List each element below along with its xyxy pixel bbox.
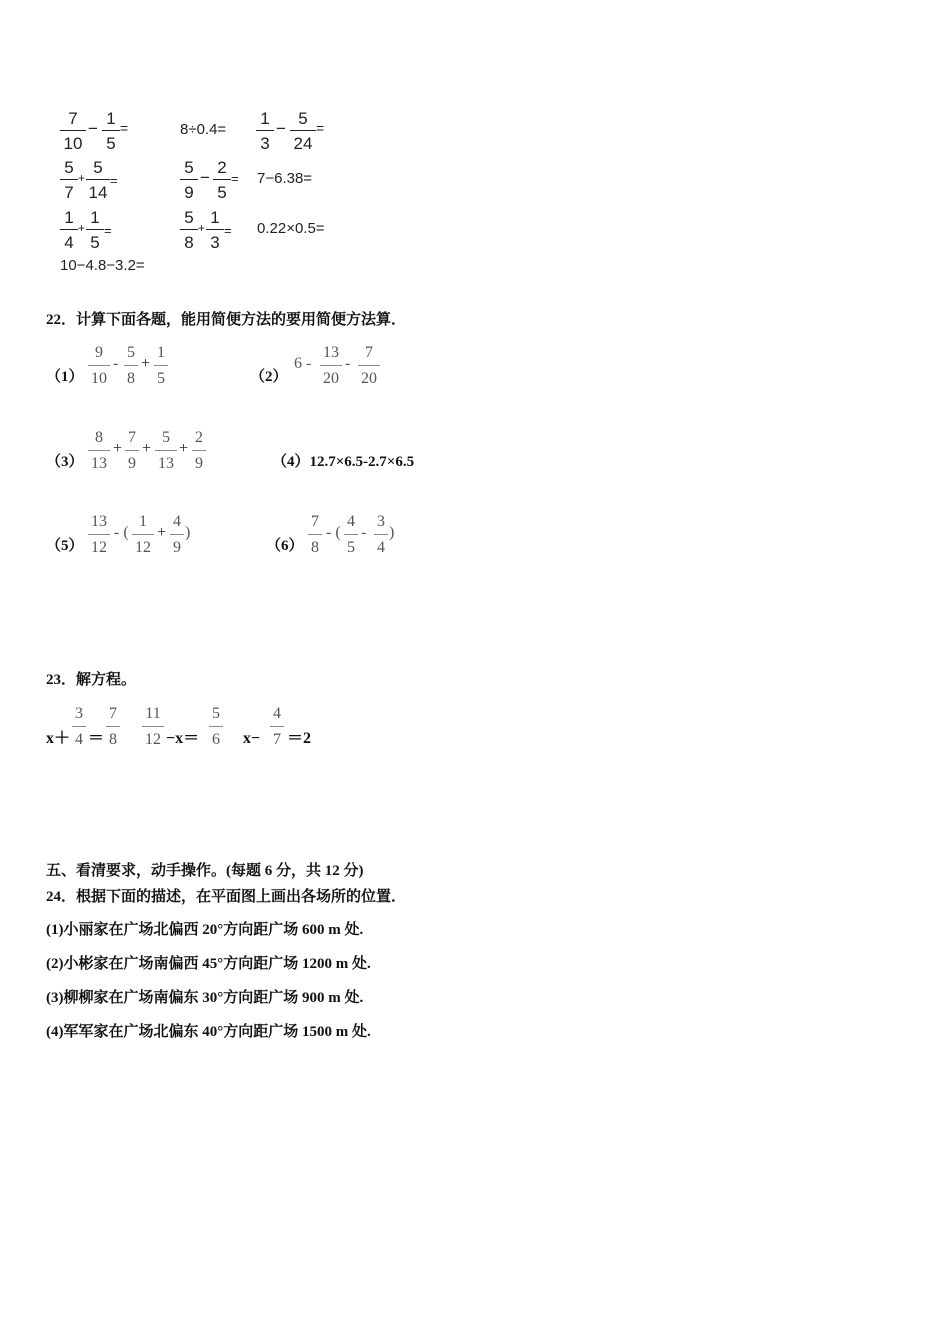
section5-heading: 五、看清要求，动手操作。(每题 6 分，共 12 分) bbox=[46, 863, 364, 879]
fraction: 5 8 bbox=[124, 345, 138, 387]
fraction: 1 5 bbox=[86, 209, 104, 251]
operator: + bbox=[198, 221, 206, 235]
q22-p6-label: （6） bbox=[266, 538, 304, 554]
eq3-tail: ＝2 bbox=[287, 730, 312, 747]
operator: - ( bbox=[326, 524, 341, 541]
operator: - ( bbox=[114, 524, 129, 541]
fraction: 4 7 bbox=[270, 706, 284, 748]
fraction: 3 4 bbox=[72, 706, 86, 748]
operator: − bbox=[88, 119, 98, 138]
fraction: 5 6 bbox=[209, 706, 223, 748]
equals: = bbox=[231, 171, 239, 186]
equals: = bbox=[120, 120, 129, 136]
operator: + bbox=[141, 355, 151, 372]
fraction: 2 9 bbox=[192, 430, 206, 472]
fraction: 11 12 bbox=[142, 706, 164, 748]
operator: − bbox=[200, 168, 210, 187]
fraction: 2 5 bbox=[213, 159, 231, 201]
calc-expression: 8÷0.4= bbox=[180, 121, 227, 138]
q24-title: 24．根据下面的描述，在平面图上画出各场所的位置． bbox=[46, 889, 407, 905]
fraction: 13 20 bbox=[320, 345, 342, 387]
equals: = bbox=[110, 173, 118, 188]
fraction: 7 8 bbox=[308, 514, 322, 556]
fraction: 1 3 bbox=[256, 110, 274, 152]
eq2-mid: −x＝ bbox=[166, 730, 200, 747]
calc-expression: 7−6.38= bbox=[257, 170, 313, 187]
operator: + bbox=[142, 440, 152, 457]
calc-expression: 10−4.8−3.2= bbox=[60, 257, 145, 274]
fraction: 1 5 bbox=[154, 345, 168, 387]
q22-p3-label: （3） bbox=[46, 454, 84, 470]
q22-title: 22．计算下面各题，能用简便方法的要用简便方法算． bbox=[46, 312, 407, 328]
operator: + bbox=[78, 171, 86, 185]
fraction: 9 10 bbox=[88, 345, 110, 387]
operator: + bbox=[78, 221, 86, 235]
fraction: 5 24 bbox=[290, 110, 316, 152]
operator: - bbox=[113, 355, 119, 372]
eq1-x: x＋ bbox=[46, 730, 71, 747]
eq3-x: x− bbox=[243, 730, 261, 747]
fraction: 4 5 bbox=[344, 514, 358, 556]
fraction: 7 20 bbox=[358, 345, 380, 387]
close-paren: ) bbox=[389, 524, 395, 541]
operator: − bbox=[276, 119, 286, 138]
q22-p5-label: （5） bbox=[46, 538, 84, 554]
q24-item-2: (2)小彬家在广场南偏西 45°方向距广场 1200 m 处. bbox=[46, 956, 371, 972]
fraction: 1 12 bbox=[132, 514, 154, 556]
fraction: 5 14 bbox=[86, 159, 110, 201]
operator: + bbox=[113, 440, 123, 457]
equals: = bbox=[224, 223, 232, 238]
fraction: 7 8 bbox=[106, 706, 120, 748]
operator: + bbox=[179, 440, 189, 457]
fraction: 5 8 bbox=[180, 209, 198, 251]
q22-p2-label: （2） bbox=[250, 369, 288, 385]
fraction: 13 12 bbox=[88, 514, 110, 556]
fraction: 1 3 bbox=[206, 209, 224, 251]
eq1-equals: ＝ bbox=[88, 730, 105, 747]
fraction: 5 7 bbox=[60, 159, 78, 201]
fraction: 7 9 bbox=[125, 430, 139, 472]
q23-title: 23．解方程。 bbox=[46, 672, 137, 688]
fraction: 5 13 bbox=[155, 430, 177, 472]
fraction: 4 9 bbox=[170, 514, 184, 556]
fraction: 5 9 bbox=[180, 159, 198, 201]
calc-expression: 0.22×0.5= bbox=[257, 220, 325, 237]
equals: = bbox=[316, 120, 325, 136]
operator: - bbox=[345, 355, 351, 372]
q22-p1-label: （1） bbox=[46, 369, 84, 385]
lead-term: 6 - bbox=[294, 355, 312, 372]
equals: = bbox=[104, 223, 112, 238]
close-paren: ) bbox=[185, 524, 191, 541]
fraction: 1 4 bbox=[60, 209, 78, 251]
operator: - bbox=[361, 524, 367, 541]
q24-item-1: (1)小丽家在广场北偏西 20°方向距广场 600 m 处. bbox=[46, 922, 364, 938]
q22-p4-expression: （4）12.7×6.5-2.7×6.5 bbox=[272, 454, 415, 470]
operator: + bbox=[157, 524, 167, 541]
fraction: 3 4 bbox=[374, 514, 388, 556]
fraction: 8 13 bbox=[88, 430, 110, 472]
q24-item-3: (3)柳柳家在广场南偏东 30°方向距广场 900 m 处. bbox=[46, 990, 364, 1006]
fraction: 7 10 bbox=[60, 110, 86, 152]
q24-item-4: (4)军军家在广场北偏东 40°方向距广场 1500 m 处. bbox=[46, 1024, 371, 1040]
fraction: 1 5 bbox=[102, 110, 120, 152]
